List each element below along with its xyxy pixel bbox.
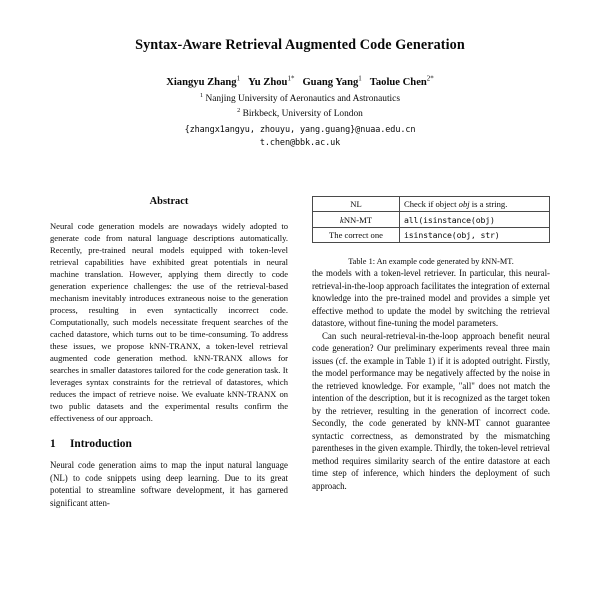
abstract-heading: Abstract xyxy=(149,196,189,207)
author-name: Yu Zhou xyxy=(248,77,288,89)
table-cell-code: isinstance(obj, str) xyxy=(400,227,550,242)
table-cell-label: NL xyxy=(313,197,400,212)
nl-text-italic: obj xyxy=(458,199,470,210)
left-column xyxy=(50,196,288,600)
author-name: Guang Yang xyxy=(302,77,359,89)
caption-italic: k xyxy=(481,257,486,267)
author-entry xyxy=(166,74,241,89)
example-table-wrapper xyxy=(312,196,550,267)
right-paragraph-1: the models with a token-level retriever. In particular, this neural-retrieval-in-the-loop approach facilitates the integration of external knowledge into the pre-trained model and provides a simple yet effective method to update the model by switching the retrieval datastore, without fine-tuning the model parameters. xyxy=(312,268,550,329)
author-superscript: 2* xyxy=(426,74,434,83)
author-superscript: 1* xyxy=(287,74,295,83)
affiliation-text: Nanjing University of Aeronautics and Astronautics xyxy=(205,93,400,104)
author-name: Xiangyu Zhang xyxy=(166,77,237,89)
affiliation-marker: 1 xyxy=(200,91,204,99)
affiliation-marker: 2 xyxy=(237,106,241,114)
section-heading-introduction xyxy=(50,438,288,450)
author-entry xyxy=(369,74,434,89)
caption-post: NN-MT. xyxy=(485,257,514,267)
email-line-primary: {zhangx1angyu, zhouyu, yang.guang}@nuaa.edu.cn xyxy=(184,125,416,136)
email-line-secondary: t.chen@bbk.ac.uk xyxy=(259,138,341,149)
table-row xyxy=(313,227,550,242)
title-block xyxy=(50,0,550,150)
section-title: Introduction xyxy=(70,438,132,450)
nl-text-pre: Check if object xyxy=(404,199,459,210)
author-name: Taolue Chen xyxy=(369,77,427,89)
table-cell-label: kNN-MT xyxy=(313,212,400,227)
author-entry xyxy=(302,74,362,89)
right-column xyxy=(312,196,550,600)
author-superscript: 1 xyxy=(236,74,241,83)
page-title: Syntax-Aware Retrieval Augmented Code Generation xyxy=(135,37,465,53)
table-row xyxy=(313,197,550,212)
table-caption xyxy=(312,256,550,267)
table-row xyxy=(313,212,550,227)
caption-pre: Table 1: An example code generated by xyxy=(348,257,482,267)
table-cell-value xyxy=(400,197,550,212)
affiliation-1 xyxy=(50,93,550,106)
abstract-text: Neural code generation models are nowadays widely adopted to generate code from natural language descriptions automatically. Recently, pre-trained neural models equipped with token-level retrieval capabilities have exhibited great potentials in neural machine translation. However, applying them directly to code generation experience challenges: the use of the retrieval-based mechanism inevitably introduces extraneous noise to the generation process, resulting in even syntactically incorrect code. Computationally, such models necessitate frequent searches of the cached datastore, which turns out to be time-consuming. To address these issues, we propose kNN-TRANX, a token-level retrieval augmented code generation method. kNN-TRANX allows for searches in smaller datastores tailored for the code generation task. It leverages syntax constraints for the retrieval of datastores, which reduces the impact of retrieve noise. We evaluate kNN-TRANX on two public datasets and the experimental results confirm the effectiveness of our approach. xyxy=(50,221,288,423)
table-cell-label: The correct one xyxy=(313,227,400,242)
example-table xyxy=(312,196,550,243)
section-number: 1 xyxy=(50,438,56,450)
nl-text-post: is a string. xyxy=(469,199,508,210)
author-list xyxy=(50,76,550,90)
author-superscript: 1 xyxy=(358,74,362,83)
introduction-paragraph: Neural code generation aims to map the input natural language (NL) to code snippets using deep learning. Due to its great potential to streamline software development, it has garnered significant atten- xyxy=(50,460,288,508)
affiliation-2 xyxy=(50,108,550,121)
body-columns xyxy=(50,196,550,600)
affiliation-text: Birkbeck, University of London xyxy=(242,109,363,120)
right-paragraph-2: Can such neural-retrieval-in-the-loop approach benefit neural code generation? Our preliminary experiments reveal three main issues (cf. the example in Table 1) if it is adopted outright. Firstly, the model performance may be negatively affected by the noise in the retrieved knowledge. For example, "all" does not match the intention of the description, but it is recognized as the target token by the retriever, resulting in the generation of incorrect code. Secondly, the code generated by kNN-MT cannot guarantee syntactic correctness, as demonstrated by the mismatching parentheses in the given example. Thirdly, the token-level retrieval method requires similarity search of the entire datastore at each time step of inference, which hinders the deployment of such approach. xyxy=(312,330,550,491)
author-entry xyxy=(248,74,295,89)
table-cell-code: all(isinstance(obj) xyxy=(400,212,550,227)
